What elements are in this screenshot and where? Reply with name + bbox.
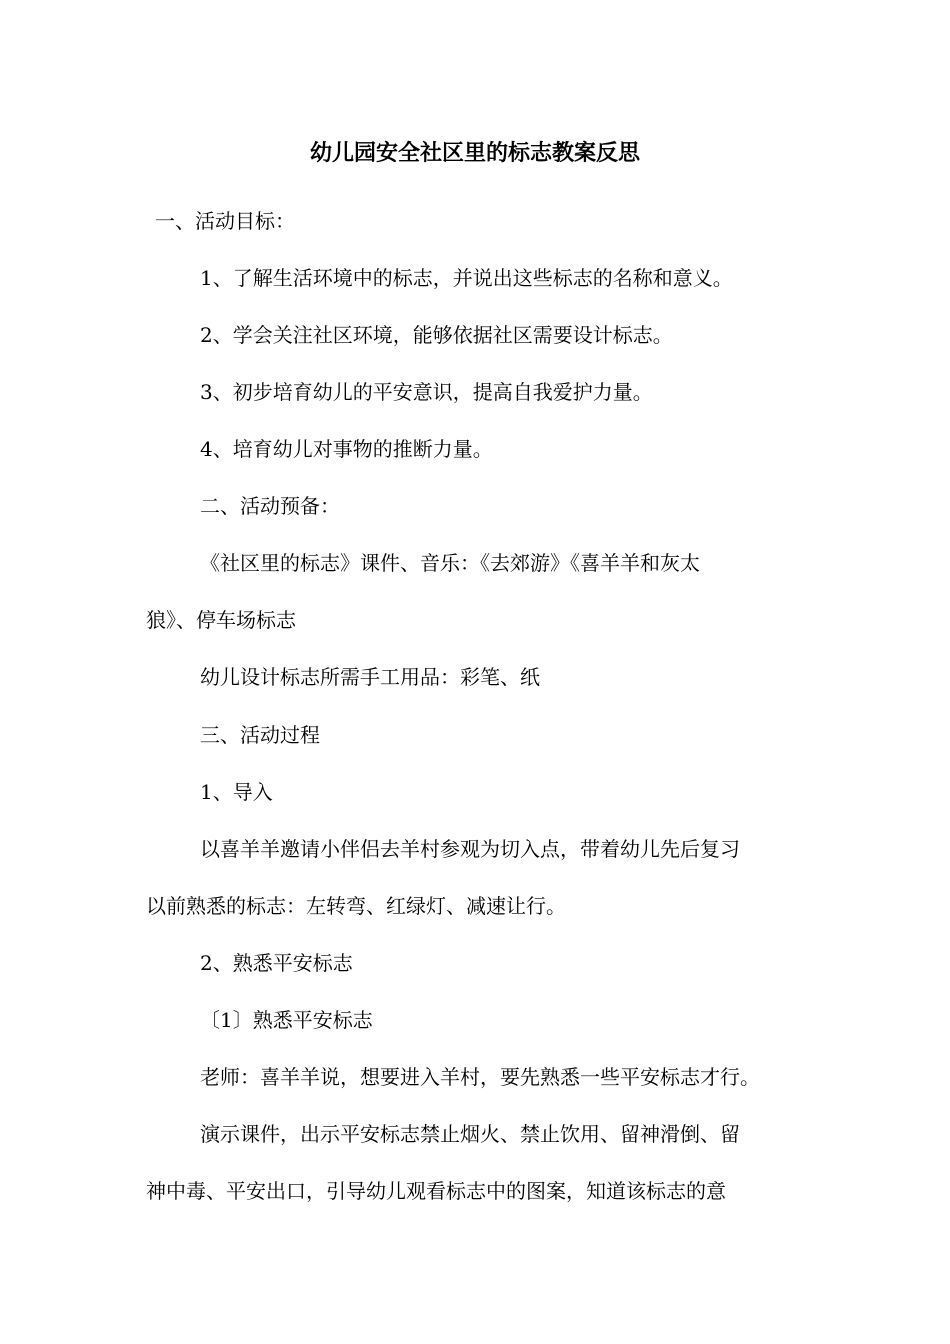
paragraph-line: 以前熟悉的标志：左转弯、红绿灯、减速让行。 <box>146 894 566 918</box>
subheading-safety-signs-1: 〔1〕熟悉平安标志 <box>200 1008 373 1032</box>
paragraph-line: 老师：喜羊羊说，想要进入羊村，要先熟悉一些平安标志才行。 <box>200 1065 760 1089</box>
paragraph-line: 2、学会关注社区环境，能够依据社区需要设计标志。 <box>200 323 673 347</box>
paragraph-line: 3、初步培育幼儿的平安意识，提高自我爱护力量。 <box>200 380 653 404</box>
document-title: 幼儿园安全社区里的标志教案反思 <box>309 140 640 166</box>
paragraph-line: 《社区里的标志》课件、音乐：《去郊游》《喜羊羊和灰太 <box>200 551 700 575</box>
paragraph-line: 幼儿设计标志所需手工用品：彩笔、纸 <box>200 665 540 689</box>
paragraph-line: 演示课件，出示平安标志禁止烟火、禁止饮用、留神滑倒、留 <box>200 1122 740 1146</box>
section-heading-preparation: 二、活动预备： <box>200 494 340 518</box>
paragraph-line: 1、了解生活环境中的标志，并说出这些标志的名称和意义。 <box>200 266 733 290</box>
section-heading-objectives: 一、活动目标： <box>155 209 295 233</box>
paragraph-line: 狼》、停车场标志 <box>146 608 296 632</box>
paragraph-line: 神中毒、平安出口，引导幼儿观看标志中的图案，知道该标志的意 <box>146 1179 726 1203</box>
paragraph-line: 以喜羊羊邀请小伴侣去羊村参观为切入点，带着幼儿先后复习 <box>200 837 740 861</box>
paragraph-line: 4、培育幼儿对事物的推断力量。 <box>200 437 493 461</box>
subheading-intro: 1、导入 <box>200 780 273 804</box>
section-heading-process: 三、活动过程 <box>200 723 320 747</box>
subheading-safety-signs: 2、熟悉平安标志 <box>200 951 353 975</box>
